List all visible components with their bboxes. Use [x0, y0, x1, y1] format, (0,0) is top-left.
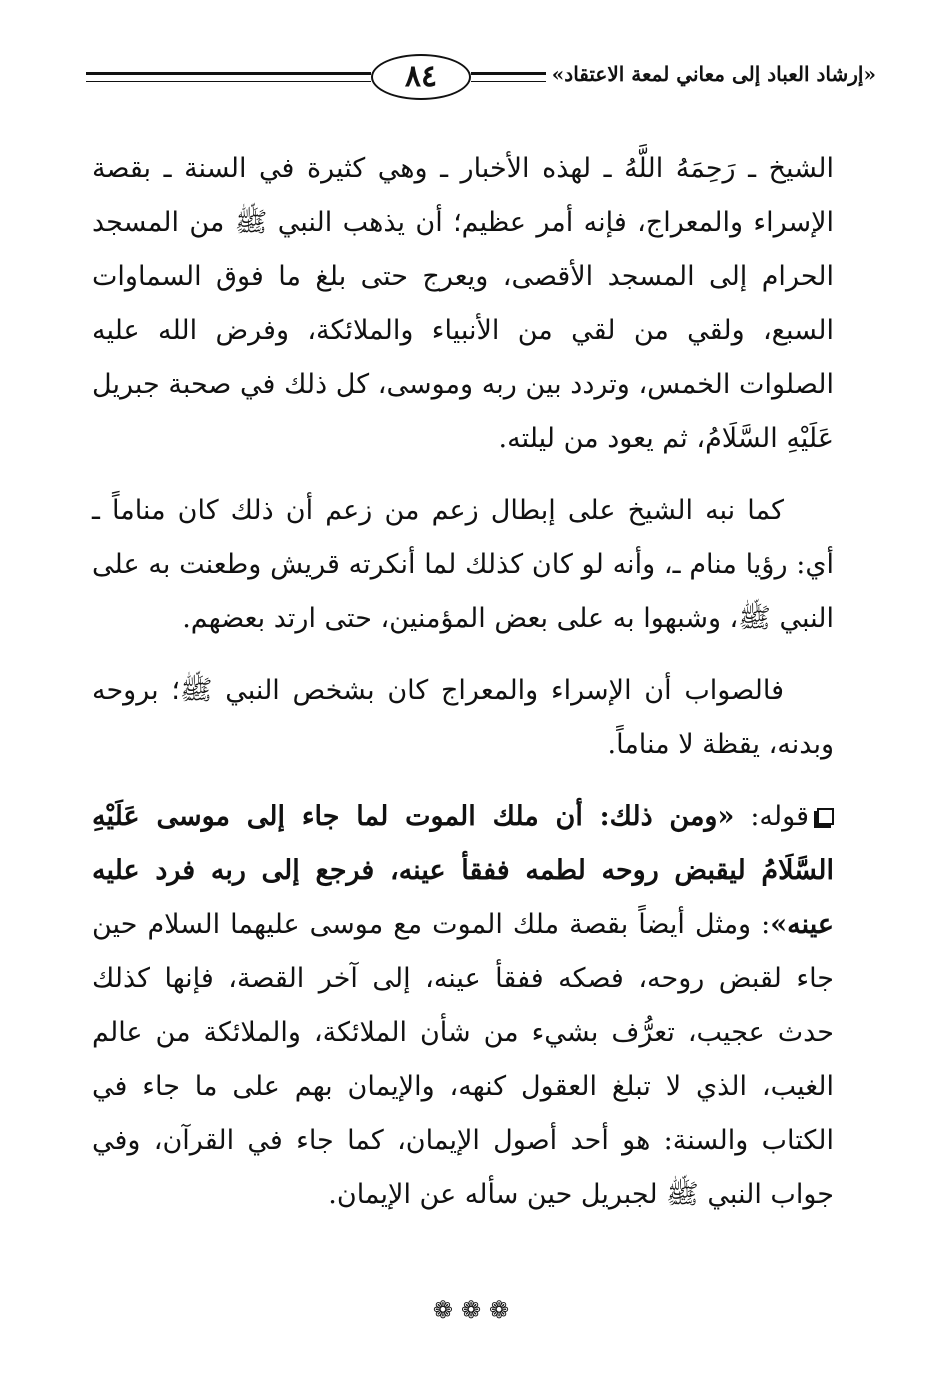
header-rule	[86, 72, 371, 75]
commentary-text: : ومثل أيضاً بقصة ملك الموت مع موسى عليهما السلام حين جاء لقبض روحه، فصكه ففقأ عينه، إلى آخر القصة، فإنها كذلك حدث عجيب، تعرُّف بشيء من شأن الملائكة، والملائكة من عالم الغيب، الذي لا تبلغ العقول كنهه، والإيمان بهم على ما جاء في الكتاب والسنة: هو أحد أصول الإيمان، كما جاء في القرآن، وفي جواب النبي ﷺ لجبريل حين سأله عن الإيمان.	[92, 909, 834, 1210]
square-bullet-icon	[817, 808, 834, 825]
quoted-text: «ومن ذلك: أن ملك الموت لما جاء إلى موسى عَلَيْهِ السَّلَامُ ليقبض روحه لطمه ففقأ عينه، فرجع إلى ربه فرد عليه عينه»	[92, 801, 834, 940]
page-number: ٨٤	[371, 54, 471, 100]
header-rule	[86, 81, 371, 82]
paragraph: الشيخ ـ رَحِمَهُ اللَّهُ ـ لهذه الأخبار ـ وهي كثيرة في السنة ـ بقصة الإسراء والمعراج، فإنه أمر عظيم؛ أن يذهب النبي ﷺ من المسجد الحرام إلى المسجد الأقصى، ويعرج حتى بلغ ما فوق السماوات السبع، ولقي من لقي من الأنبياء والملائكة، وفرض الله عليه الصلوات الخمس، وتردد بين ربه وموسى، كل ذلك في صحبة جبريل عَلَيْهِ السَّلَامُ، ثم يعود من ليلته.	[92, 153, 834, 454]
paragraph: فالصواب أن الإسراء والمعراج كان بشخص النبي ﷺ؛ بروحه وبدنه، يقظة لا مناماً.	[92, 675, 834, 760]
page-body	[92, 142, 834, 1240]
paragraph: كما نبه الشيخ على إبطال زعم من زعم أن ذلك كان مناماً ـ أي: رؤيا منام ـ، وأنه لو كان كذلك لما أنكرته قريش وطعنت به على النبي ﷺ، وشبهوا به على بعض المؤمنين، حتى ارتد بعضهم.	[92, 495, 834, 634]
running-title: «إرشاد العباد إلى معاني لمعة الاعتقاد»	[546, 62, 876, 86]
page-header	[86, 50, 876, 110]
quote-lead: قوله:	[734, 801, 809, 832]
section-separator: ❁❁❁	[432, 1296, 518, 1324]
quoted-paragraph	[92, 790, 834, 1222]
